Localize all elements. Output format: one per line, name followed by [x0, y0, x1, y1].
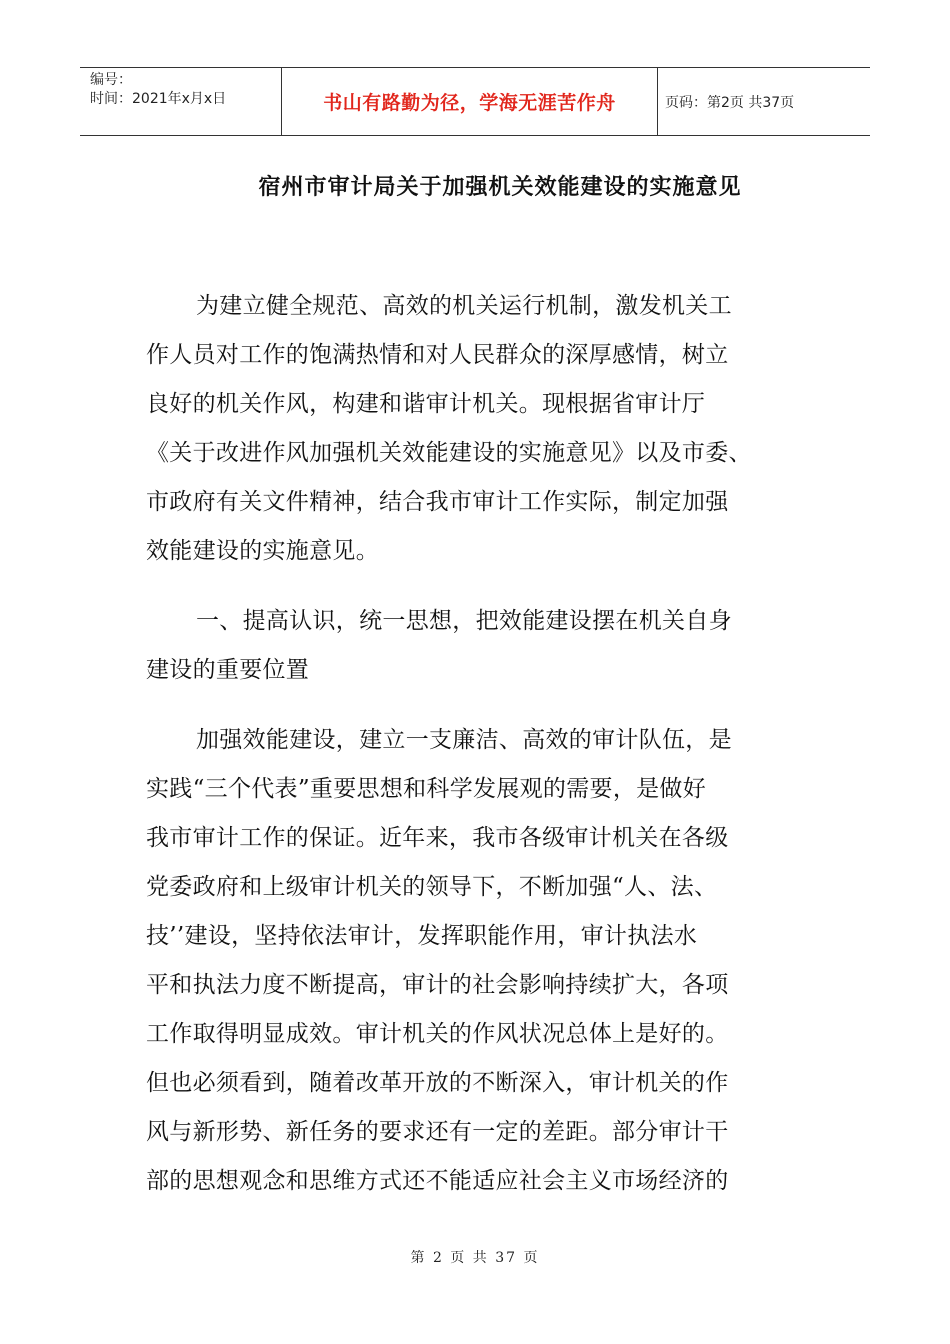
text-line: 《关于改进作风加强机关效能建设的实施意见》以及市委、 [146, 440, 752, 466]
document-title: 宿州市审计局关于加强机关效能建设的实施意见 [258, 174, 742, 200]
text-line: 风与新形势、新任务的要求还有一定的差距。部分审计干 [146, 1119, 729, 1145]
paragraph-2 [146, 716, 806, 1206]
text-line: 平和执法力度不断提高，审计的社会影响持续扩大，各项 [146, 972, 729, 998]
text-line: 我市审计工作的保证。近年来，我市各级审计机关在各级 [146, 825, 729, 851]
text-line: 市政府有关文件精神，结合我市审计工作实际，制定加强 [146, 489, 729, 515]
text-line: 实践“三个代表”重要思想和科学发展观的需要，是做好 [146, 776, 707, 802]
text-line: 良好的机关作风，构建和谐审计机关。现根据省审计厅 [146, 391, 706, 417]
section-heading-1 [146, 597, 806, 695]
text-line: 为建立健全规范、高效的机关运行机制，激发机关工 [196, 293, 732, 319]
date-label: 时间：2021年x月x日 [90, 91, 227, 107]
number-label: 编号： [90, 72, 132, 88]
header-motto-cell [282, 68, 658, 135]
motto-text: 书山有路勤为径，学海无涯苦作舟 [323, 92, 616, 114]
header-meta-cell [80, 68, 282, 135]
text-line: 技’’建设，坚持依法审计，发挥职能作用，审计执法水 [146, 923, 698, 949]
text-line: 一、提高认识，统一思想，把效能建设摆在机关自身 [196, 608, 732, 634]
page-footer: 第 2 页 共 37 页 [410, 1250, 540, 1266]
text-line: 部的思想观念和思维方式还不能适应社会主义市场经济的 [146, 1168, 729, 1194]
header-table [80, 67, 870, 136]
paragraph-1 [146, 282, 806, 576]
text-line: 建设的重要位置 [146, 657, 310, 683]
page-label: 页码：第2页 共37页 [665, 94, 795, 111]
document-body [146, 282, 806, 1206]
text-line: 效能建设的实施意见。 [146, 538, 379, 564]
header-page-cell [658, 68, 870, 135]
text-line: 作人员对工作的饱满热情和对人民群众的深厚感情，树立 [146, 342, 729, 368]
text-line: 加强效能建设，建立一支廉洁、高效的审计队伍，是 [196, 727, 732, 753]
text-line: 但也必须看到，随着改革开放的不断深入，审计机关的作 [146, 1070, 729, 1096]
text-line: 工作取得明显成效。审计机关的作风状况总体上是好的。 [146, 1021, 729, 1047]
text-line: 党委政府和上级审计机关的领导下，不断加强“人、法、 [146, 874, 718, 900]
